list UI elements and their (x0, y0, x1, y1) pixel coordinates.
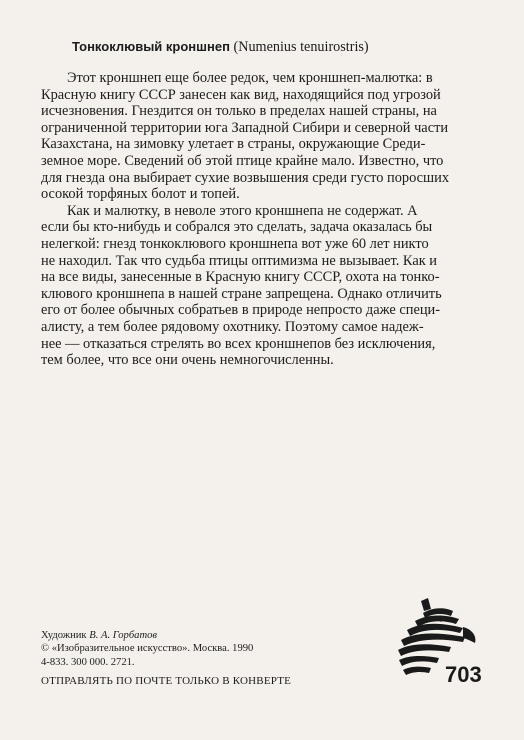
text-line: алисту, а тем более рядовому охотнику. Поэтому самое надеж- (41, 318, 424, 335)
artist-name: В. А. Горбатов (89, 630, 158, 641)
text-line: исчезновения. Гнездится он только в пределах нашей страны, на (41, 103, 437, 120)
text-line: нелегкой: гнезд тонкоклювого кроншнепа вот уже 60 лет никто (41, 235, 429, 252)
copyright-line: © «Изобразительное искусство». Москва. 1990 (41, 643, 254, 655)
text-line: клювого кроншнепа в нашей стране запрещена. Однако отличить (41, 285, 442, 302)
species-title (72, 38, 492, 56)
mail-instruction: ОТПРАВЛЯТЬ ПО ПОЧТЕ ТОЛЬКО В КОНВЕРТЕ (41, 675, 292, 687)
species-name-russian: Тонкоклювый кроншнеп (72, 39, 230, 54)
logo-number: 703 (445, 662, 482, 687)
text-line: тем более, что все они очень немногочисленны. (41, 352, 334, 369)
text-line: нее — отказаться стрелять во всех кроншнепов без исключения, (41, 335, 436, 352)
text-line: если бы кто-нибудь и собрался это сделать, задача оказалась бы (41, 219, 433, 236)
text-line: для гнезда она выбирает сухие возвышения среди густо поросших (41, 169, 450, 186)
print-code: 4-833. 300 000. 2721. (41, 656, 135, 668)
publisher-logo (393, 597, 487, 689)
text-line: осокой торфяных болот и топей. (41, 186, 240, 203)
text-line: земное море. Сведений об этой птице крайне мало. Известно, что (41, 152, 444, 169)
zebra-head-icon (393, 597, 487, 689)
text-line: ограниченной территории юга Западной Сибири и северной части (41, 119, 449, 136)
text-line: не находил. Так что судьба птицы оптимизма не вызывает. Как и (41, 252, 438, 269)
text-line: Как и малютку, в неволе этого кроншнепа не содержат. А (67, 202, 418, 219)
species-description (41, 70, 485, 369)
text-line: его от более обычных собратьев в природе непросто даже специ- (41, 302, 441, 319)
text-line: Красную книгу СССР занесен как вид, находящийся под угрозой (41, 86, 441, 103)
publication-credits (41, 629, 361, 669)
text-line: на все виды, занесенные в Красную книгу СССР, охота на тонко- (41, 269, 440, 286)
artist-credit (41, 629, 361, 642)
text-line: Казахстана, на зимовку улетает в страны, окружающие Среди- (41, 136, 426, 153)
artist-label: Художник (41, 630, 87, 641)
text-line: Этот кроншнеп еще более редок, чем кроншнеп-малютка: в (67, 70, 433, 86)
species-name-latin: (Numenius tenuirostris) (233, 39, 369, 55)
